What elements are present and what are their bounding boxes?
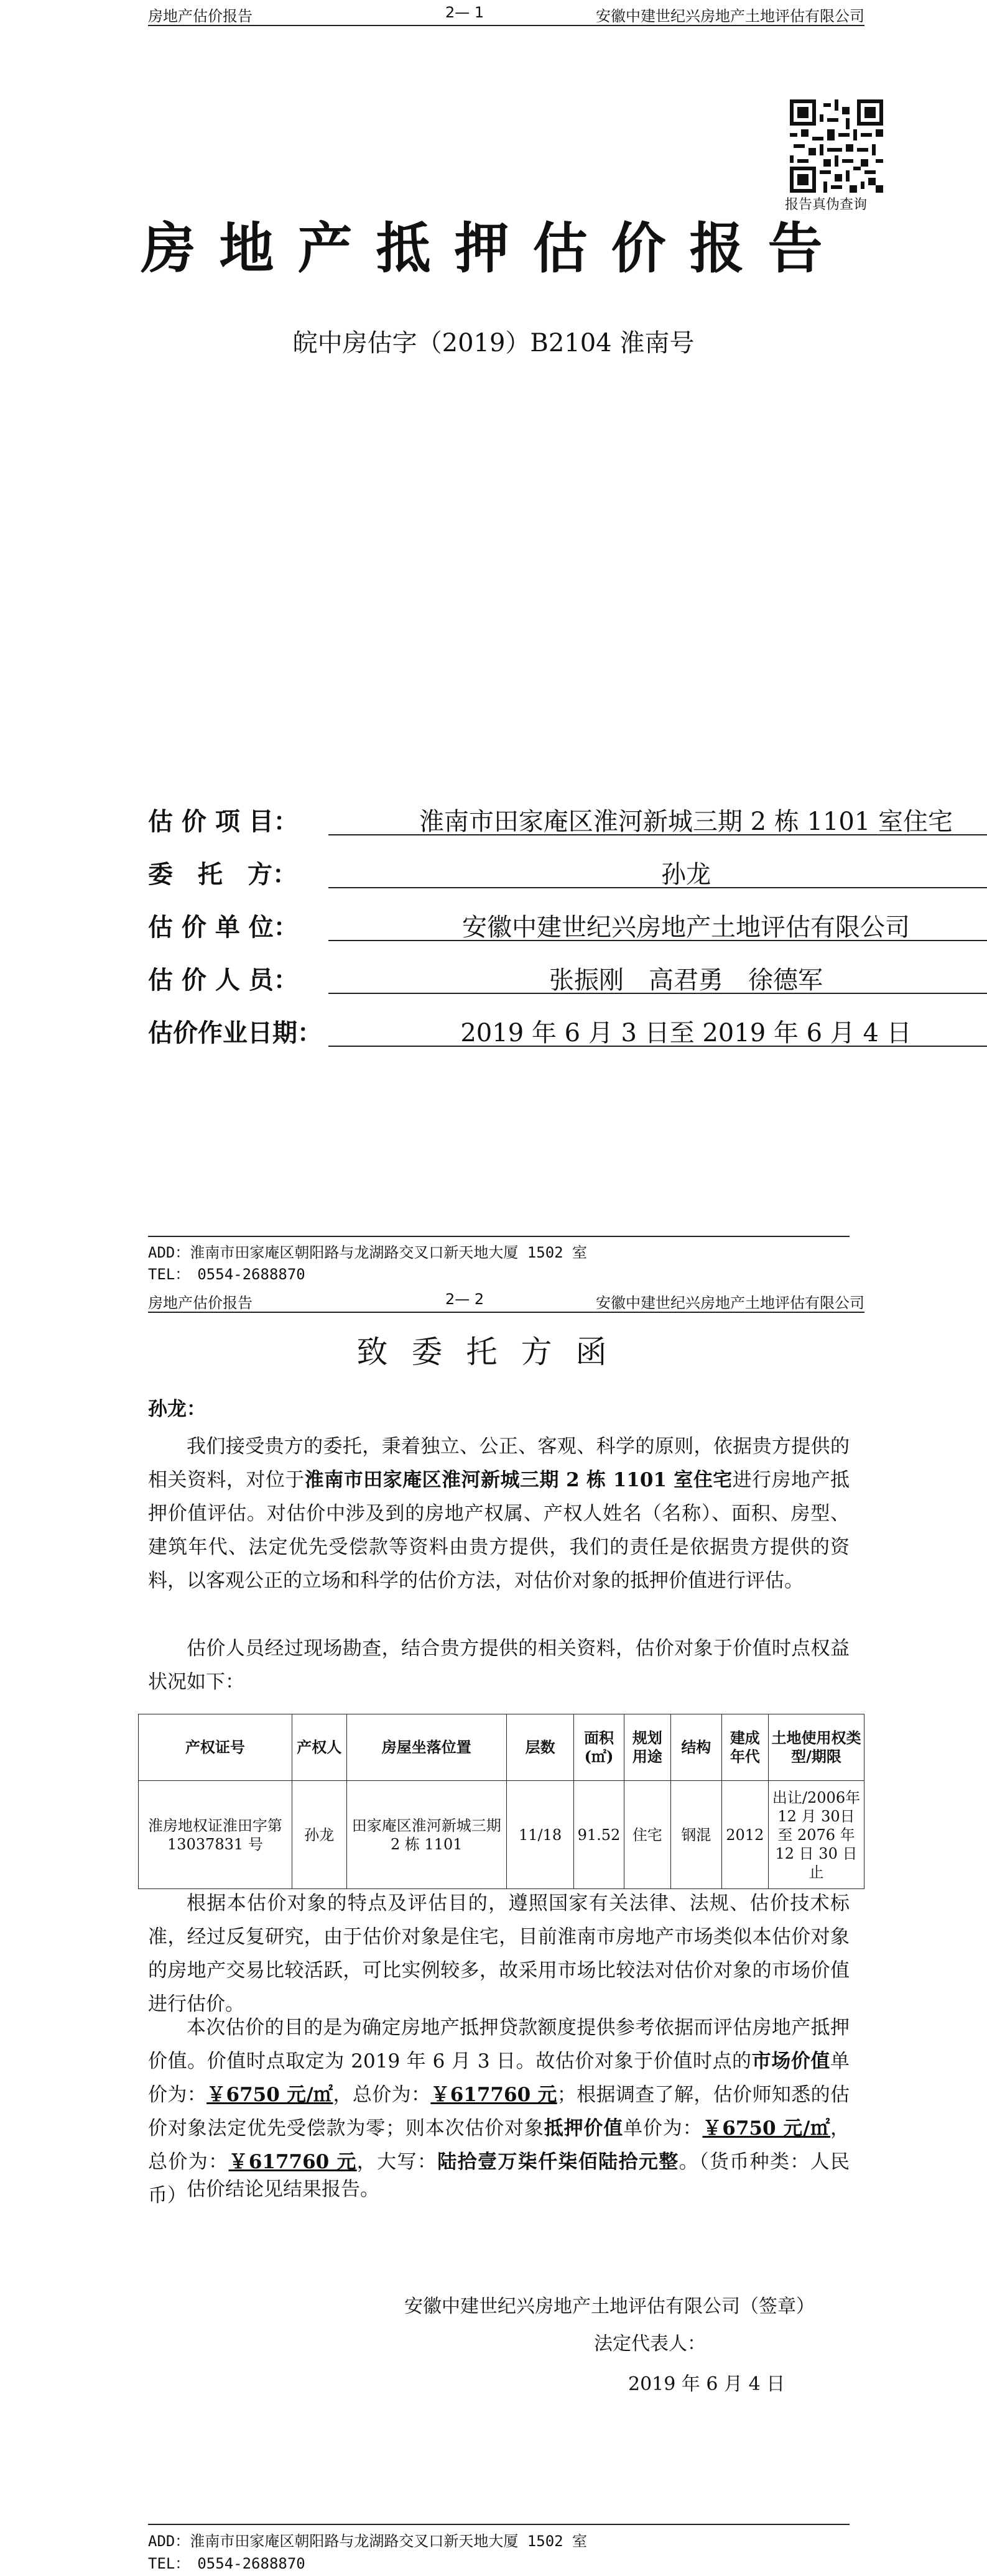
salutation: 孙龙： (148, 1398, 206, 1420)
field-value: 张振刚 高君勇 徐德军 (328, 960, 987, 994)
market-total-price: ￥617760 元 (430, 2084, 557, 2106)
text: 本次估价的目的是为确定房地产抵押贷款额度提供参考依据而评估房地产抵押价值。价值时点取定为 2019 年 6 月 3 日。故估价对象于价值时点的 (148, 2017, 850, 2072)
footer-tel: TEL： 0554-2688870 (148, 1266, 305, 1283)
footer-divider (148, 1236, 850, 1237)
qr-label: 报告真伪查询 (785, 197, 868, 213)
text: 单价为： (148, 2050, 850, 2106)
paragraph-2 (148, 1632, 850, 1699)
report-title: 房地产抵押估价报告 (141, 216, 846, 280)
signature-representative: 法定代表人： (594, 2333, 706, 2355)
table-header: 房屋坐落位置 (346, 1714, 506, 1781)
market-unit-price: ￥6750 元/㎡ (206, 2084, 333, 2106)
market-value-label: 市场价值 (751, 2050, 831, 2072)
field-label: 估 价 单 位： (148, 913, 299, 942)
field-value: 孙龙 (328, 855, 987, 888)
table-header: 土地使用权类型/期限 (769, 1714, 864, 1781)
text: 。（货币种类：人民币） (148, 2151, 850, 2207)
table-header: 层数 (506, 1714, 573, 1781)
header-left: 房地产估价报告 (148, 1294, 253, 1312)
table-cell: 出让/2006年 12 月 30日至 2076 年12 日 30 日止 (769, 1781, 864, 1889)
text: 单价为： (623, 2117, 703, 2140)
property-address: 淮南市田家庵区淮河新城三期 2 栋 1101 室住宅 (304, 1469, 733, 1491)
header-company: 安徽中建世纪兴房地产土地评估有限公司 (596, 1294, 864, 1312)
header-page-number: 2— 2 (445, 1290, 484, 1308)
footer-address: ADD：淮南市田家庵区朝阳路与龙湖路交叉口新天地大厦 1502 室 (148, 1244, 588, 1261)
signature-date: 2019 年 6 月 4 日 (628, 2373, 785, 2395)
paragraph-5 (148, 2173, 850, 2206)
footer-address: ADD：淮南市田家庵区朝阳路与龙湖路交叉口新天地大厦 1502 室 (148, 2532, 588, 2550)
mortgage-unit-price: ￥6750 元/㎡ (702, 2117, 831, 2140)
footer-divider (148, 2524, 850, 2525)
table-header: 产权人 (292, 1714, 346, 1781)
table-header: 规划用途 (624, 1714, 670, 1781)
table-cell: 钢混 (671, 1781, 722, 1889)
field-label: 委 托 方： (148, 860, 297, 889)
table-header: 结构 (671, 1714, 722, 1781)
text: 我们接受贵方的委托，秉着独立、公正、客观、科学的原则，依据贵方提供的相关资料，对位于 (148, 1435, 850, 1491)
qr-code-icon[interactable] (790, 99, 883, 193)
table-header: 产权证号 (139, 1714, 292, 1781)
field-value: 安徽中建世纪兴房地产土地评估有限公司 (328, 908, 987, 941)
text: 根据本估价对象的特点及评估目的，遵照国家有关法律、法规、估价技术标准，经过反复研究，由于估价对象是住宅，目前淮南市房地产市场类似本估价对象的房地产交易比较活跃，可比实例较多，故采用市场比较法对估价对象的市场价值进行估价。 (148, 1892, 850, 2015)
table-cell: 田家庵区淮河新城三期 2 栋 1101 (346, 1781, 506, 1889)
table-header: 面积(㎡) (574, 1714, 624, 1781)
text: 估价人员经过现场勘查，结合贵方提供的相关资料，估价对象于价值时点权益状况如下： (148, 1637, 850, 1693)
field-value: 淮南市田家庵区淮河新城三期 2 栋 1101 室住宅 (328, 802, 987, 835)
document-number: 皖中房估字（2019）B2104 淮南号 (292, 329, 695, 357)
table-cell: 住宅 (624, 1781, 670, 1889)
table-cell: 2012 (721, 1781, 768, 1889)
amount-in-words: 陆拾壹万柒仟柒佰陆拾元整 (437, 2151, 679, 2173)
table-cell: 91.52 (574, 1781, 624, 1889)
letter-title: 致委托方函 (356, 1334, 631, 1370)
paragraph-1 (148, 1430, 850, 1598)
page1-header (148, 0, 864, 26)
table-header: 建成年代 (721, 1714, 768, 1781)
header-company: 安徽中建世纪兴房地产土地评估有限公司 (596, 7, 864, 25)
text: ，大写： (356, 2151, 438, 2173)
text: 估价结论见结果报告。 (187, 2178, 379, 2201)
page2-header (148, 1287, 864, 1313)
field-label: 估 价 人 员： (148, 965, 299, 995)
text: 进行房地产抵押价值评估。对估价中涉及到的房地产权属、产权人姓名（名称）、面积、房型、建筑年代、法定优先受偿款等资料由贵方提供，我们的责任是依据贵方提供的资料，以客观公正的立场和科学的估价方法，对估价对象的抵押价值进行评估。 (148, 1469, 850, 1592)
header-page-number: 2— 1 (445, 4, 484, 21)
mortgage-total-price: ￥617760 元 (228, 2151, 357, 2173)
property-table (138, 1714, 864, 1889)
field-label: 估 价 项 目： (148, 807, 299, 836)
field-value: 2019 年 6 月 3 日至 2019 年 6 月 4 日 (328, 1013, 987, 1047)
text: ；根据调查了解，估价师知悉的估价对象法定优先受偿款为零；则本次估价对象 (148, 2084, 850, 2140)
footer-tel: TEL： 0554-2688870 (148, 2555, 305, 2572)
text: ，总价为： (148, 2117, 850, 2173)
field-label: 估价作业日期： (148, 1018, 322, 1047)
table-cell: 淮房地权证淮田字第13037831 号 (139, 1781, 292, 1889)
signature-company: 安徽中建世纪兴房地产土地评估有限公司（签章） (404, 2296, 815, 2317)
text: ，总价为： (333, 2084, 431, 2106)
mortgage-value-label: 抵押价值 (544, 2117, 624, 2140)
paragraph-3 (148, 1887, 850, 2021)
table-header-row (139, 1714, 864, 1781)
table-row (139, 1781, 864, 1889)
header-left: 房地产估价报告 (148, 7, 253, 25)
table-cell: 孙龙 (292, 1781, 346, 1889)
table-cell: 11/18 (506, 1781, 573, 1889)
